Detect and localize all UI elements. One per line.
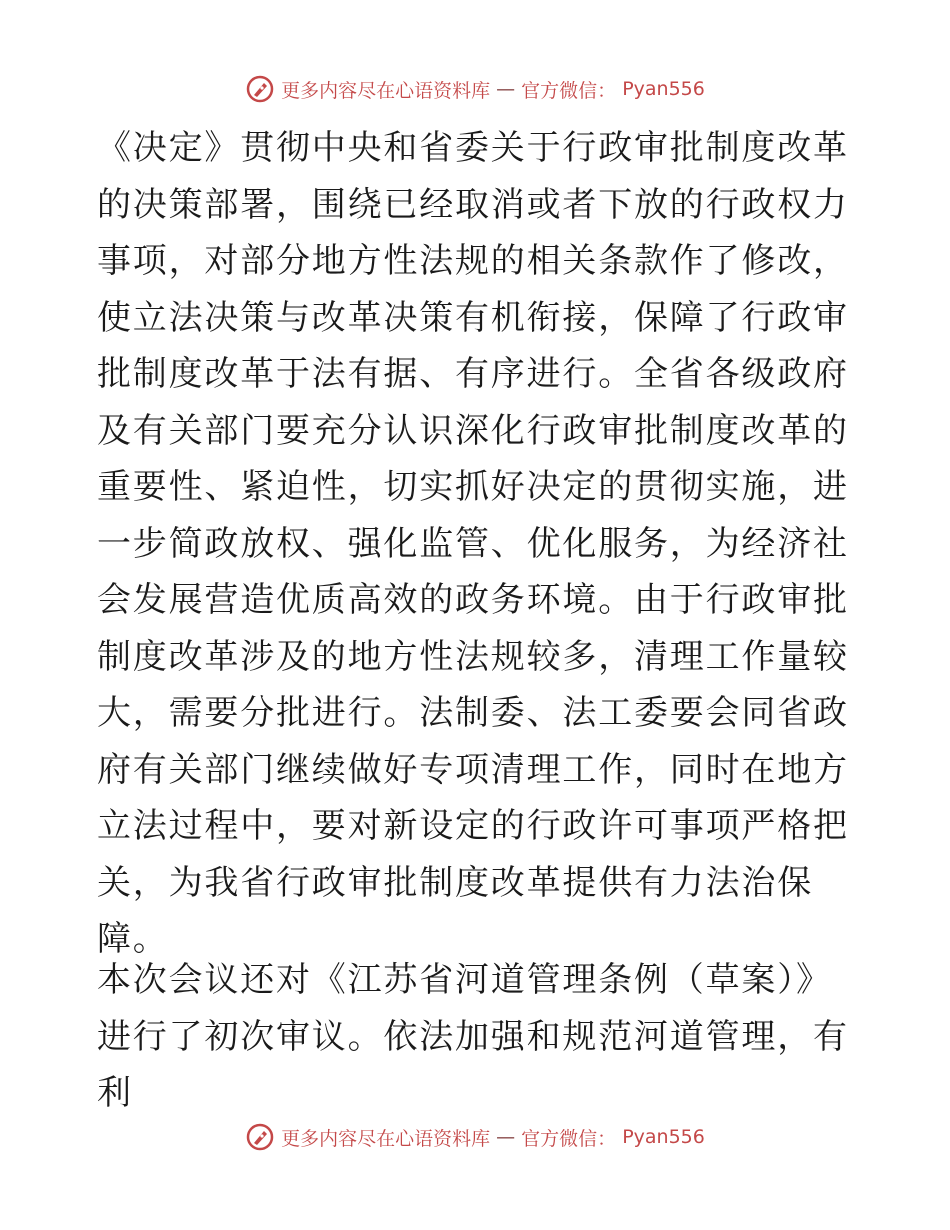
watermark-wechat-id: Pyan556 (622, 78, 705, 100)
watermark-main-text: 更多内容尽在心语资料库 (281, 1127, 491, 1150)
pen-nib-logo-icon (245, 1122, 275, 1152)
watermark-official-text: 官方微信： (521, 1127, 617, 1150)
footer-watermark (0, 1122, 950, 1152)
header-watermark (0, 74, 950, 104)
watermark-wechat-id: Pyan556 (622, 1126, 705, 1148)
watermark-official-text: 官方微信： (521, 79, 617, 102)
body-paragraph-1: 《决定》贯彻中央和省委关于行政审批制度改革的决策部署，围绕已经取消或者下放的行政权力事项，对部分地方性法规的相关条款作了修改，使立法决策与改革决策有机衔接，保障了行政审批制度改革于法有据、有序进行。全省各级政府及有关部门要充分认识深化行政审批制度改革的重要性、紧迫性，切实抓好决定的贯彻实施，进一步简政放权、强化监管、优化服务，为经济社会发展营造优质高效的政务环境。由于行政审批制度改革涉及的地方性法规较多，清理工作量较大，需要分批进行。法制委、法工委要会同省政府有关部门继续做好专项清理工作，同时在地方立法过程中，要对新设定的行政许可事项严格把关，为我省行政审批制度改革提供有力法治保障。 (97, 128, 849, 959)
watermark-main-text: 更多内容尽在心语资料库 (281, 79, 491, 102)
watermark-separator: — (496, 78, 516, 100)
watermark-separator: — (496, 1126, 516, 1148)
body-paragraph-2: 本次会议还对《江苏省河道管理条例（草案）》进行了初次审议。依法加强和规范河道管理，有利 (97, 960, 849, 1113)
pen-nib-logo-icon (245, 74, 275, 104)
